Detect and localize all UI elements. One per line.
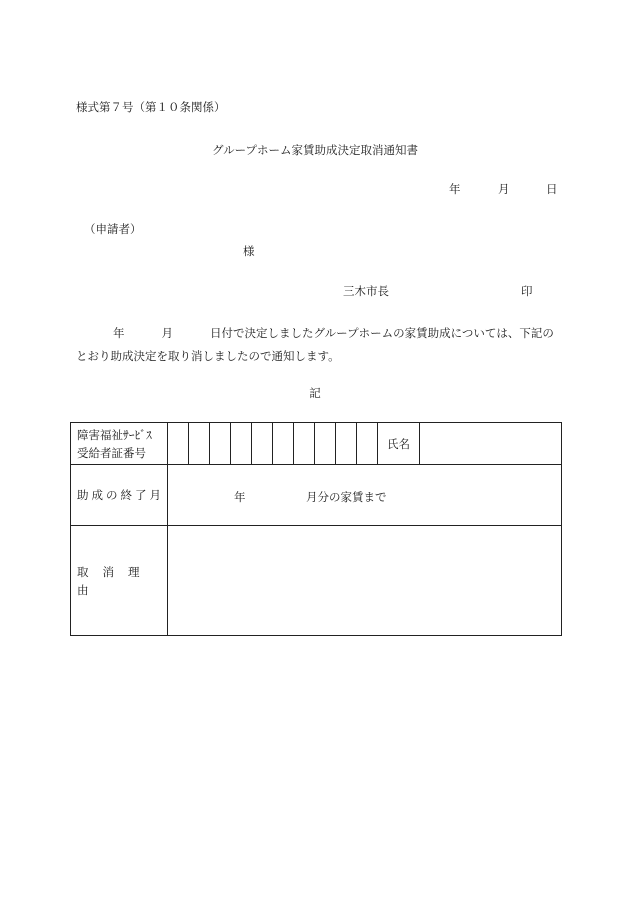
seal-mark: 印 <box>521 284 533 298</box>
cert-digit-box-2[interactable] <box>189 423 210 465</box>
ki-heading: 記 <box>309 386 321 400</box>
cert-digit-box-4[interactable] <box>231 423 252 465</box>
date-day-label: 日 <box>546 182 558 196</box>
reason-label: 取消理由 <box>71 526 168 636</box>
body-month: 月 <box>161 326 173 340</box>
applicant-honorific: 様 <box>243 244 255 258</box>
reason-field[interactable] <box>168 526 562 636</box>
cert-digit-box-5[interactable] <box>252 423 273 465</box>
cert-digit-box-3[interactable] <box>210 423 231 465</box>
cancellation-form-table <box>70 422 562 636</box>
date-month-label: 月 <box>498 182 510 196</box>
applicant-label: （申請者） <box>84 222 142 236</box>
issuer-name: 三木市長 <box>343 284 389 298</box>
cert-digit-box-1[interactable] <box>168 423 189 465</box>
cert-number-label: 障害福祉ｻｰﾋﾞｽ 受給者証番号 <box>71 423 168 465</box>
end-month-field[interactable] <box>168 465 562 526</box>
name-field[interactable] <box>420 423 562 465</box>
cert-digit-box-9[interactable] <box>336 423 357 465</box>
cert-digit-box-6[interactable] <box>273 423 294 465</box>
date-year-label: 年 <box>449 182 461 196</box>
end-month-label: 助成の終了月 <box>71 465 168 526</box>
cert-number-row <box>71 423 562 465</box>
cert-digit-box-8[interactable] <box>315 423 336 465</box>
reason-row <box>71 526 562 636</box>
document-title: グループホーム家賃助成決定取消通知書 <box>211 143 419 157</box>
form-number: 様式第７号（第１０条関係） <box>76 100 226 114</box>
end-month-row <box>71 465 562 526</box>
cert-digit-box-7[interactable] <box>294 423 315 465</box>
body-year: 年 <box>113 326 125 340</box>
body-text: 日付で決定しましたグループホームの家賃助成については、下記のとおり助成決定を取り消しましたので通知します。 <box>76 326 554 363</box>
name-label: 氏名 <box>378 423 420 465</box>
notice-body <box>76 322 562 368</box>
end-month-text: 月分の家賃まで <box>306 490 387 504</box>
cert-digit-box-10[interactable] <box>357 423 378 465</box>
end-year-label: 年 <box>234 490 246 504</box>
